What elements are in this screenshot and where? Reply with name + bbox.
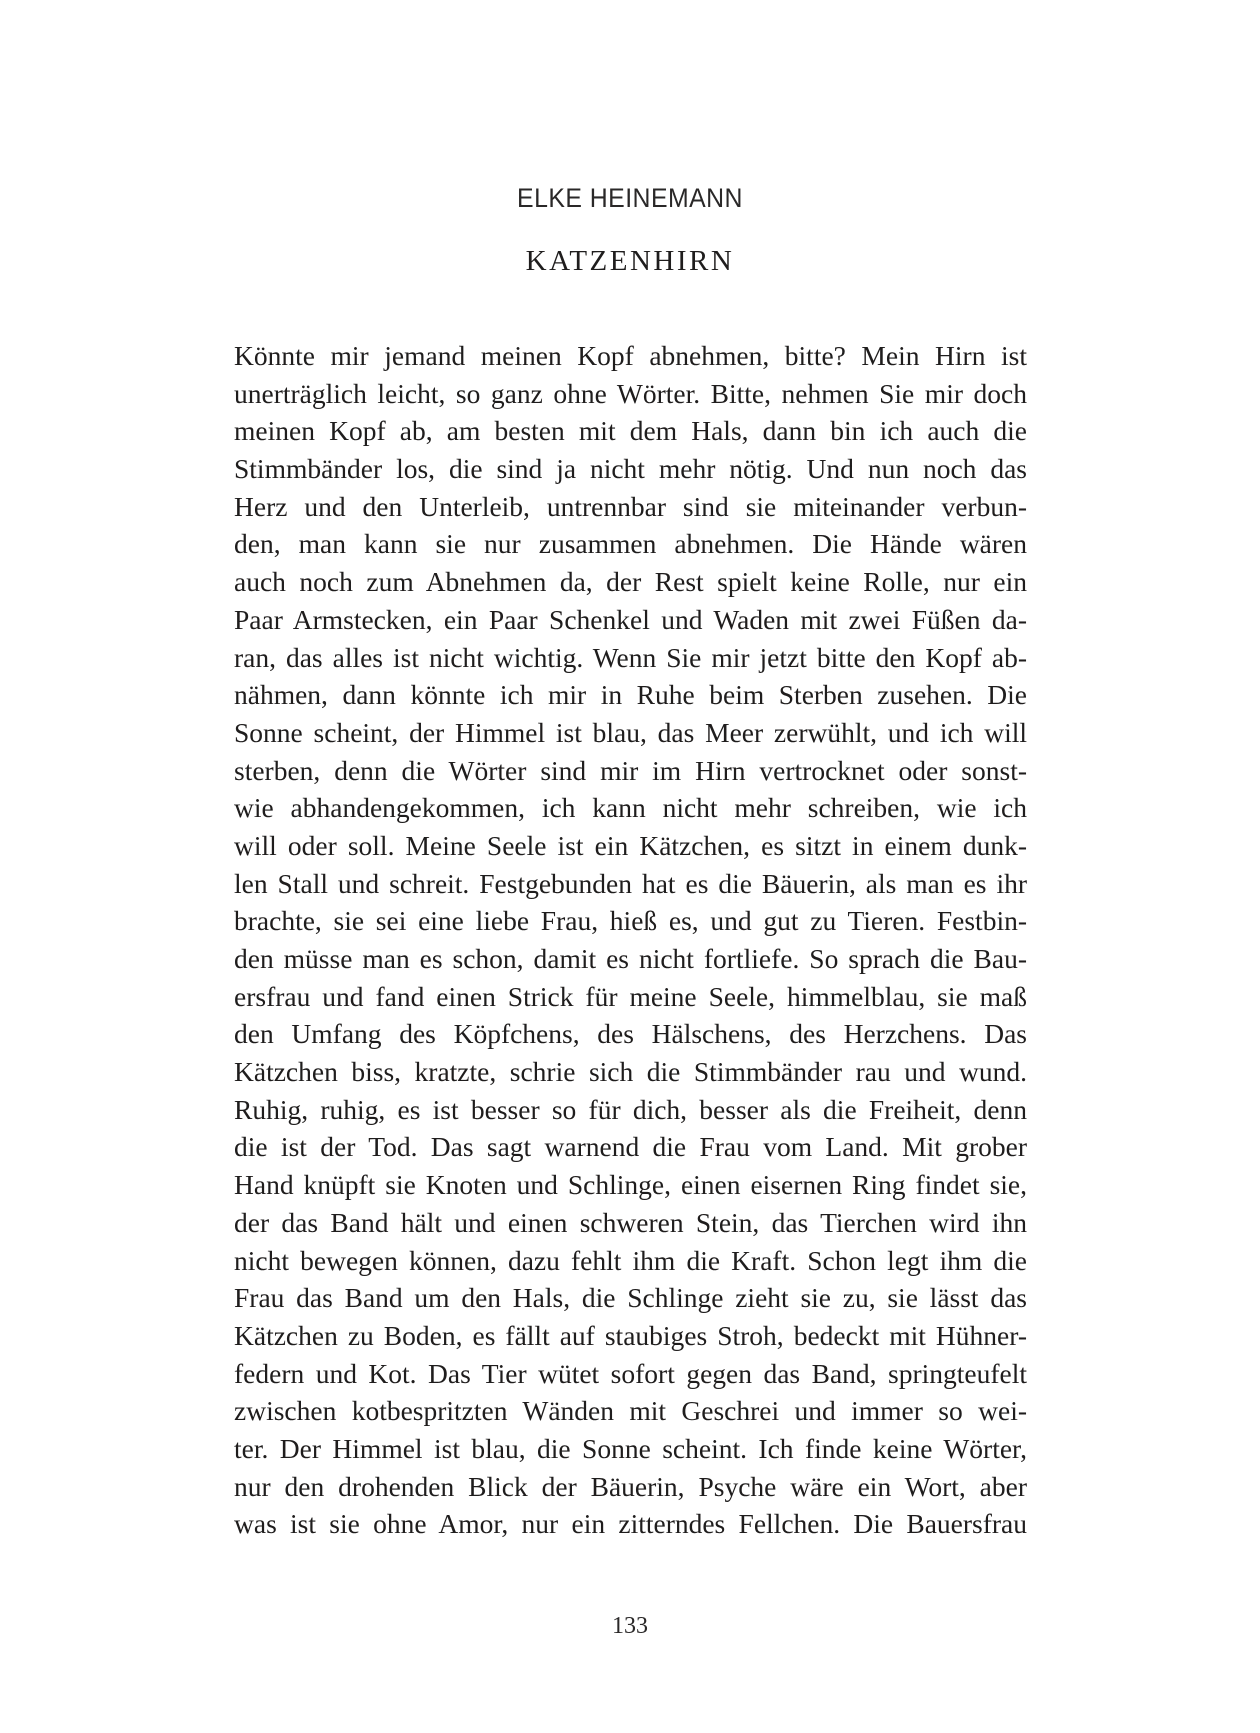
text-line: ran, das alles ist nicht wichtig. Wenn Sie mir jetzt bitte den Kopf ab-	[234, 641, 1027, 673]
text-line: brachte, sie sei eine liebe Frau, hieß es, und gut zu Tieren. Festbin-	[234, 905, 1027, 937]
text-line: was ist sie ohne Amor, nur ein zitterndes Fellchen. Die Bauersfrau	[234, 1508, 1027, 1540]
text-line: Könnte mir jemand meinen Kopf abnehmen, bitte? Mein Hirn ist	[234, 340, 1027, 371]
text-line: Frau das Band um den Hals, die Schlinge zieht sie zu, sie lässt das	[234, 1282, 1027, 1314]
story-title: KATZENHIRN	[525, 245, 735, 277]
text-line: ersfrau und fand einen Strick für meine Seele, himmelblau, sie maß	[234, 980, 1027, 1012]
text-line: die ist der Tod. Das sagt warnend die Frau vom Land. Mit grober	[234, 1131, 1027, 1163]
page-number: 133	[612, 1613, 648, 1639]
text-line: den müsse man es schon, damit es nicht fortliefe. So sprach die Bau-	[234, 943, 1027, 974]
text-line: federn und Kot. Das Tier wütet sofort gegen das Band, springteufelt	[234, 1357, 1027, 1389]
text-line: unerträglich leicht, so ganz ohne Wörter. Bitte, nehmen Sie mir doch	[234, 377, 1027, 409]
text-line: will oder soll. Meine Seele ist ein Kätzchen, es sitzt in einem dunk-	[234, 829, 1027, 861]
text-line: Sonne scheint, der Himmel ist blau, das Meer zerwühlt, und ich will	[234, 716, 1027, 748]
text-line: Ruhig, ruhig, es ist besser so für dich, besser als die Freiheit, denn	[234, 1093, 1027, 1125]
text-line: Paar Armstecken, ein Paar Schenkel und Waden mit zwei Füßen da-	[234, 603, 1027, 635]
text-line: wie abhandengekommen, ich kann nicht mehr schreiben, wie ich	[234, 792, 1027, 824]
text-line: nähmen, dann könnte ich mir in Ruhe beim Sterben zusehen. Die	[234, 679, 1027, 711]
text-line: nur den drohenden Blick der Bäuerin, Psyche wäre ein Wort, aber	[234, 1470, 1027, 1502]
text-line: Kätzchen zu Boden, es fällt auf staubiges Stroh, bedeckt mit Hühner-	[234, 1319, 1027, 1351]
text-line: Stimmbänder los, die sind ja nicht mehr nötig. Und nun noch das	[234, 453, 1027, 485]
text-line: den, man kann sie nur zusammen abnehmen. Die Hände wären	[234, 528, 1027, 560]
body-text	[234, 337, 1027, 1543]
text-line: ter. Der Himmel ist blau, die Sonne scheint. Ich finde keine Wörter,	[234, 1432, 1027, 1464]
text-line: zwischen kotbespritzten Wänden mit Geschrei und immer so wei-	[234, 1395, 1027, 1427]
text-line: der das Band hält und einen schweren Stein, das Tierchen wird ihn	[234, 1206, 1027, 1238]
text-line: meinen Kopf ab, am besten mit dem Hals, dann bin ich auch die	[234, 415, 1027, 447]
text-line: Hand knüpft sie Knoten und Schlinge, einen eisernen Ring findet sie,	[234, 1169, 1027, 1201]
text-line: Kätzchen biss, kratzte, schrie sich die Stimmbänder rau und wund.	[234, 1056, 1027, 1088]
text-line: sterben, denn die Wörter sind mir im Hirn vertrocknet oder sonst-	[234, 754, 1027, 786]
text-line: den Umfang des Köpfchens, des Hälschens, des Herzchens. Das	[234, 1018, 1027, 1050]
text-line: len Stall und schreit. Festgebunden hat es die Bäuerin, als man es ihr	[234, 867, 1027, 899]
text-line: Herz und den Unterleib, untrennbar sind sie miteinander verbun-	[234, 490, 1027, 522]
text-line: auch noch zum Abnehmen da, der Rest spielt keine Rolle, nur ein	[234, 566, 1027, 598]
author-name: ELKE HEINEMANN	[517, 183, 743, 213]
text-line: nicht bewegen können, dazu fehlt ihm die Kraft. Schon legt ihm die	[234, 1244, 1027, 1276]
